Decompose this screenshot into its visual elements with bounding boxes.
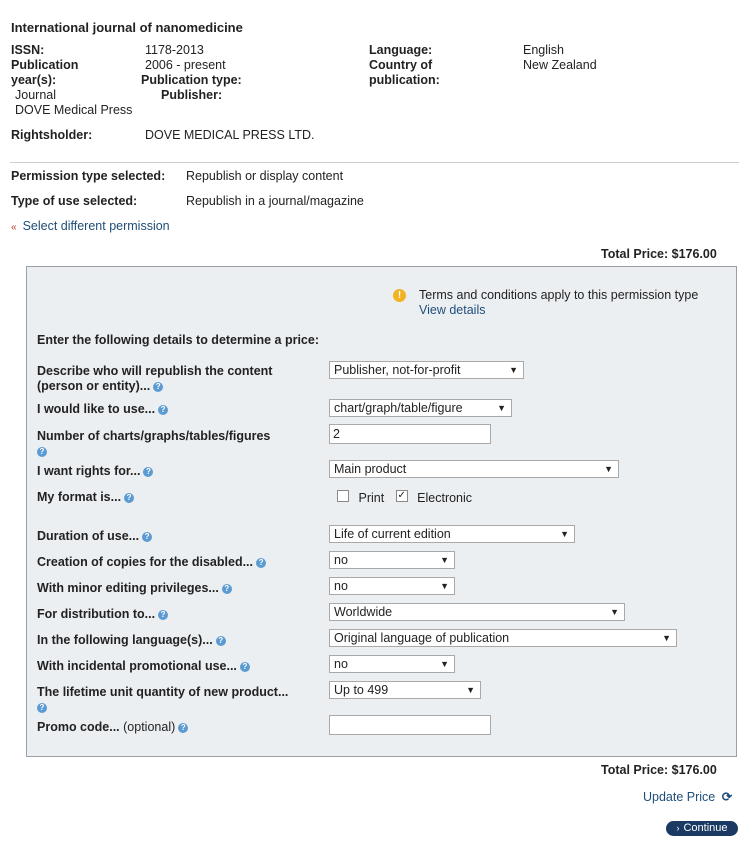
language-select-label [37,633,226,648]
quantity-label-text: The lifetime unit quantity of new product... [37,685,289,699]
language-select[interactable] [329,629,677,647]
chevron-down-icon: ▼ [560,529,569,539]
country-value: New Zealand [523,58,597,72]
promo-use-select[interactable] [329,655,455,673]
terms-text: Terms and conditions apply to this permission type [419,288,699,302]
use-label [37,402,168,417]
format-options [337,491,472,505]
total-price-bottom [601,763,717,777]
count-input[interactable]: 2 [329,424,491,444]
language-select-value: Original language of publication [334,631,510,645]
editing-label [37,581,232,596]
pubtype-value: Journal [15,88,56,102]
chevron-down-icon: ▼ [610,607,619,617]
form-heading: Enter the following details to determine a price: [37,333,319,347]
promo-use-select-value: no [334,657,348,671]
pubyear-value: 2006 - present [145,58,226,72]
quantity-select-value: Up to 499 [334,683,389,697]
chevron-down-icon: ▼ [604,464,613,474]
total-price-label: Total Price: [601,247,669,261]
select-different-permission-link[interactable] [11,219,170,233]
print-checkbox[interactable] [337,490,349,502]
pricing-form-panel [26,266,737,757]
language-value: English [523,43,564,57]
question-help-icon[interactable]: ? [153,382,163,392]
quantity-label [37,685,288,715]
view-details-link[interactable]: View details [419,303,486,317]
issn-value: 1178-2013 [145,43,204,57]
duration-select[interactable] [329,525,575,543]
chevron-down-icon: ▼ [662,633,671,643]
count-label [37,429,270,459]
republisher-label [37,364,272,394]
duration-select-value: Life of current edition [334,527,451,541]
chevron-down-icon: ▼ [497,403,506,413]
quantity-select[interactable] [329,681,481,699]
promo-code-label-text: Promo code... [37,720,120,734]
country-label-2: publication: [369,73,440,87]
print-label: Print [358,491,385,505]
chevron-down-icon: ▼ [440,581,449,591]
republisher-select[interactable] [329,361,524,379]
question-help-icon[interactable]: ? [37,703,47,713]
rights-select[interactable] [329,460,619,478]
publisher-value: DOVE Medical Press [15,103,133,117]
rights-select-value: Main product [334,462,407,476]
electronic-label: Electronic [417,491,473,505]
format-label-text: My format is... [37,490,122,504]
divider [10,162,739,163]
question-help-icon[interactable]: ? [142,532,152,542]
double-chevron-left-icon: « [11,222,17,233]
duration-label-text: Duration of use... [37,529,140,543]
disabled-label-text: Creation of copies for the disabled... [37,555,254,569]
question-help-icon[interactable]: ? [240,662,250,672]
refresh-icon: ⟳ [721,790,733,804]
promo-code-optional: (optional) [123,720,176,734]
duration-label [37,529,152,544]
total-price-label: Total Price: [601,763,669,777]
chevron-down-icon: ▼ [466,685,475,695]
warning-icon: ! [393,287,406,302]
rightsholder-value: DOVE MEDICAL PRESS LTD. [145,128,315,142]
count-label-text: Number of charts/graphs/tables/figures [37,429,271,443]
use-type-value: Republish in a journal/magazine [186,194,364,208]
editing-select[interactable] [329,577,455,595]
editing-select-value: no [334,579,348,593]
promo-code-input[interactable] [329,715,491,735]
chevron-right-icon: › [676,823,680,833]
continue-button[interactable] [666,821,738,836]
update-price-link[interactable] [643,789,732,804]
promo-use-label-text: With incidental promotional use... [37,659,237,673]
question-help-icon[interactable]: ? [222,584,232,594]
permission-type-label: Permission type selected: [11,169,166,183]
distribution-select[interactable] [329,603,625,621]
republisher-select-value: Publisher, not-for-profit [334,363,461,377]
journal-title: International journal of nanomedicine [11,20,243,35]
promo-code-label [37,720,188,735]
rights-label [37,464,153,479]
republisher-label-line2: (person or entity)... [37,379,151,393]
rightsholder-label: Rightsholder: [11,128,93,142]
use-select[interactable] [329,399,512,417]
distribution-label-text: For distribution to... [37,607,156,621]
permission-type-value: Republish or display content [186,169,344,183]
update-price-label: Update Price [643,790,716,804]
language-select-label-text: In the following language(s)... [37,633,213,647]
chevron-down-icon: ▼ [509,365,518,375]
distribution-label [37,607,168,622]
pubtype-label: Publication type: [141,73,242,87]
electronic-checkbox[interactable]: ✓ [397,489,406,501]
question-help-icon[interactable]: ? [158,610,168,620]
question-help-icon[interactable]: ? [158,405,168,415]
chevron-down-icon: ▼ [440,659,449,669]
format-label [37,490,134,505]
country-label-1: Country of [369,58,433,72]
total-price-top [601,247,717,261]
use-type-label: Type of use selected: [11,194,138,208]
editing-label-text: With minor editing privileges... [37,581,219,595]
distribution-select-value: Worldwide [334,605,393,619]
question-help-icon[interactable]: ? [216,636,226,646]
disabled-label [37,555,266,570]
pubyear-label-2: year(s): [11,73,57,87]
disabled-select-value: no [334,553,348,567]
select-different-permission-label: Select different permission [22,219,170,233]
question-help-icon[interactable]: ? [124,493,134,503]
continue-label: Continue [683,822,728,834]
pubyear-label-1: Publication [11,58,79,72]
use-label-text: I would like to use... [37,402,156,416]
chevron-down-icon: ▼ [440,555,449,565]
total-price-value: $176.00 [671,247,717,261]
total-price-value: $176.00 [671,763,717,777]
publisher-label: Publisher: [161,88,223,102]
use-select-value: chart/graph/table/figure [334,401,463,415]
question-help-icon[interactable]: ? [178,723,188,733]
promo-use-label [37,659,250,674]
question-help-icon[interactable]: ? [37,447,47,457]
question-help-icon[interactable]: ? [256,558,266,568]
republisher-label-line1: Describe who will republish the content [37,364,273,378]
question-help-icon[interactable]: ? [143,467,153,477]
disabled-select[interactable] [329,551,455,569]
language-label: Language: [369,43,433,57]
rights-label-text: I want rights for... [37,464,141,478]
issn-label: ISSN: [11,43,45,57]
